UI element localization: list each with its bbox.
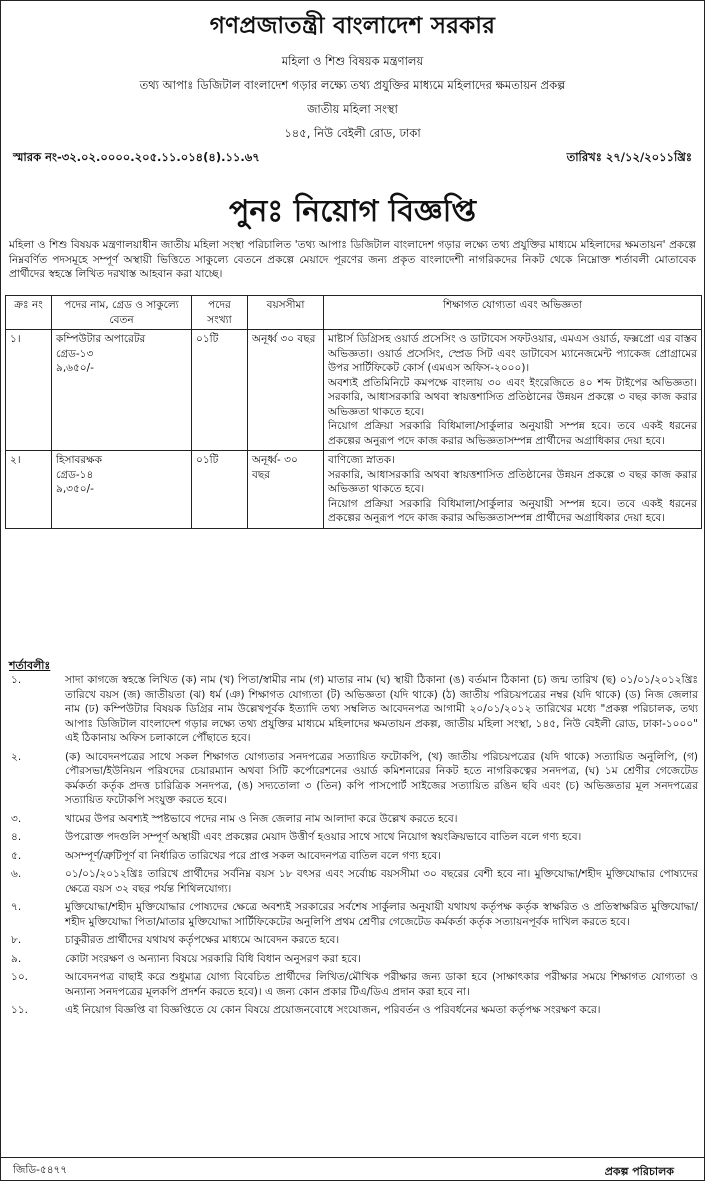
table-row [6,330,702,451]
condition-item [5,933,698,948]
row-serial: ১। [6,330,52,451]
qualification-line: বাণিজ্যে স্নাতক। [328,454,395,466]
row-qualification [324,330,702,451]
condition-text: এই নিয়োগ বিজ্ঞপ্তি বা বিজ্ঞপ্তিতে যে কোন বিষয়ে প্রয়োজনবোধে সংযোজন, পরিবর্তন ও পরিবর্ধনের ক্ষমতা কর্তৃপক্ষ সংরক্ষণ করে। [65,1004,601,1016]
condition-item [5,867,698,896]
notice-title: পুনঃ নিয়োগ বিজ্ঞপ্তি [229,194,476,229]
condition-item [5,830,698,845]
condition-number: ৫. [11,849,22,862]
condition-item [5,673,698,746]
government-heading: গণপ্রজাতন্ত্রী বাংলাদেশ সরকার [209,13,496,39]
condition-number: ৮. [11,934,22,946]
organization-name: জাতীয় মহিলা সংস্থা [307,102,398,116]
condition-item [5,812,698,827]
condition-item [5,750,698,808]
condition-text: কোটা সংরক্ষণ ও অন্যান্য বিষয়ে সরকারি বিধি বিধান অনুসরণ করা হবে। [65,952,361,965]
qualification-line: সরকারি, আধাসরকারি অথবা স্বায়ত্তশাসিত প্রতিষ্ঠানের উন্নয়ন প্রকল্পে ৩ বছর কাজ করার অভিজ্ঞতা থাকতে হবে। [328,468,697,495]
post-salary: ৯,৩৫০/- [56,483,94,495]
vacancy-table [5,295,702,529]
table-row [6,451,702,529]
condition-text: মুক্তিযোদ্ধা/শহীদ মুক্তিযোদ্ধার পোষ্যদের ক্ষেত্রে অবশ্যই সরকারের সর্বশেষ সার্কুলার অনুযায়ী যথাযথ কর্তৃপক্ষ কর্তৃক স্বাক্ষরিত ও প্রতিস্বাক্ষরিত মুক্তিযোদ্ধা/শহীদ মুক্তিযোদ্ধা পিতা/মাতার মুক্তিযোদ্ধা সার্টিফিকেটের অনুলিপি প্রথম শ্রেণীর গেজেটেড কর্মকর্তা কর্তৃক সত্যায়নপূর্বক দাখিল করতে হবে। [65,901,698,928]
condition-number: ৪. [11,831,22,843]
conditions-title: শর্তাবলীঃ [9,659,51,672]
gd-code: জিডি-৫৪৭৭ [13,1164,68,1176]
ministry-name: মহিলা ও শিশু বিষয়ক মন্ত্রণালয় [281,54,424,68]
condition-text: ০১/০১/২০১২খ্রিঃ তারিখে প্রার্থীদের সর্বনিম্ন বয়স ১৮ বৎসর এবং সর্বোচ্চ বয়সসীমা ৩০ বছরের বেশী হবে না। মুক্তিযোদ্ধা/শহীদ মুক্তিযোদ্ধার পোষ্যদের ক্ষেত্রে বয়স ৩২ বছর পর্যন্ত শিথিলযোগ্য। [65,868,698,895]
header-post: পদের নাম, গ্রেড ও সাকুল্যে বেতন [52,296,192,330]
condition-number: ৬. [11,868,22,880]
row-age: অনূর্ধ্ব ৩০ বছর [248,330,324,451]
conditions-list [5,673,698,1022]
header-qualification: শিক্ষাগত যোগ্যতা এবং অভিজ্ঞতা [324,296,702,330]
condition-text: উপরোক্ত পদগুলি সম্পূর্ণ অস্থায়ী এবং প্রকল্পের মেয়াদ উত্তীর্ণ হওয়ার সাথে সাথে নিয়োগ স্বয়ংক্রিয়ভাবে বাতিল বলে গণ্য হবে। [65,831,582,843]
organization-address: ১৪৫, নিউ বেইলী রোড, ঢাকা [284,126,421,140]
condition-item [5,849,698,864]
condition-item [5,970,698,999]
footer-divider [1,1157,704,1158]
signatory: প্রকল্প পরিচালক [604,1165,674,1178]
row-post [52,451,192,529]
row-qualification [324,451,702,529]
header-count: পদের সংখ্যা [192,296,248,330]
condition-number: ১১. [11,1004,28,1016]
post-grade: গ্রেড-১৪ [56,468,94,481]
condition-item [5,952,698,967]
row-serial: ২। [6,451,52,529]
header-age: বয়সসীমা [248,296,324,330]
qualification-line: অবশ্যই প্রতিমিনিটে কমপক্ষে বাংলায় ৩০ এবং ইংরেজিতে ৪০ শব্দ টাইপের অভিজ্ঞতা। সরকারি, আধাসরকারি অথবা স্বায়ত্তশাসিত প্রতিষ্ঠানের উন্নয়ন প্রকল্পে ৩ বছর কাজ করার অভিজ্ঞতা থাকতে হবে। [328,376,697,418]
notice-date: তারিখঃ ২৭/১২/২০১১খ্রিঃ [566,150,692,164]
row-count: ০১টি [192,451,248,529]
project-name: তথ্য আপাঃ ডিজিটাল বাংলাদেশ গড়ার লক্ষ্যে তথ্য প্রযুক্তির মাধ্যমে মহিলাদের ক্ষমতায়ন প্রকল্প [139,78,566,92]
row-age: অনূর্ধ্ব- ৩০ বছর [248,451,324,529]
condition-text: (ক) আবেদনপত্রের সাথে সকল শিক্ষাগত যোগ্যতার সনদপত্রের সত্যায়িত ফটোকপি, (খ) জাতীয় পরিচয়পত্রের (যদি থাকে) সত্যায়িত অনুলিপি, (গ) পৌরসভা/ইউনিয়ন পরিষদের চেয়ারম্যান অথবা সিটি কর্পোরেশনের ওয়ার্ড কমিশনারের নিকট হতে নাগরিকত্বের সনদপত্র, (ঘ) ১ম শ্রেণীর গেজেটেড কর্মকর্তা কর্তৃক প্রদত্ত চারিত্রিক সনদপত্র, (ঙ) সদ্যতোলা ৩ (তিন) কপি পাসপোর্ট সাইজের সত্যায়িত রঙিন ছবি এবং (চ) অভিজ্ঞতার মূল সনদপত্রের সত্যায়িত ফটোকপি সংযুক্ত করতে হবে। [65,750,698,806]
condition-number: ৯. [11,952,22,965]
condition-text: খামের উপর অবশ্যই স্পষ্টভাবে পদের নাম ও নিজ জেলার নাম আলাদা করে উল্লেখ করতে হবে। [65,812,458,825]
qualification-line: নিয়োগ প্রক্রিয়া সরকারি বিধিমালা/সার্কুলার অনুযায়ী সম্পন্ন হবে। তবে একই ধরনের প্রকল্পের অনুরূপ পদে কাজ করার অভিজ্ঞতাসম্পন্ন প্রার্থীদের অগ্রাধিকার দেয়া হবে। [328,497,697,524]
condition-text: অসম্পূর্ণ/ত্রুটিপূর্ণ বা নির্ধারিত তারিখের পরে প্রাপ্ত সকল আবেদনপত্র বাতিল বলে গণ্য হবে। [65,849,442,862]
condition-number: ৩. [11,812,22,825]
memo-number: স্মারক নং-৩২.০২.০০০০.২০৫.১১.০১৪(৪).১১.৬৭ [13,150,260,164]
post-grade: গ্রেড-১৩ [56,347,94,360]
post-salary: ৯,৬৫০/- [56,362,94,374]
condition-text: আবেদনপত্র বাছাই করে শুধুমাত্র যোগ্য বিবেচিত প্রার্থীদের লিখিত/মৌখিক পরীক্ষার জন্য ডাকা হবে (সাক্ষাৎকার পরীক্ষার সময়ে শিক্ষাগত যোগ্যতা ও অন্যান্য সনদপত্রের মূলকপি প্রদর্শন করতে হবে)। এ জন্য কোন প্রকার টিএ/ডিএ প্রদান করা হবে না। [65,971,698,998]
condition-item [5,900,698,929]
row-count: ০১টি [192,330,248,451]
row-post [52,330,192,451]
condition-text: সাদা কাগজে স্বহস্তে লিখিত (ক) নাম (খ) পিতা/স্বামীর নাম (গ) মাতার নাম (ঘ) স্থায়ী ঠিকানা (ঙ) বর্তমান ঠিকানা (চ) জন্ম তারিখ (ছ) ০১/০১/২০১২খ্রিঃ তারিখে বয়স (জ) জাতীয়তা (ঝ) ধর্ম (ঞ) শিক্ষাগত যোগ্যতা (ট) অভিজ্ঞতা (যদি থাকে) (ঠ) জাতীয় পরিচয়পত্রের নম্বর (যদি থাকে) (ড) নিজ জেলার নাম (ঢ) কম্পিউটার বিষয়ক ডিগ্রির নাম উল্লেখপূর্বক ইত্যাদি তথ্য সম্বলিত আবেদনপত্র আগামী ২০/০১/২০১২ তারিখের মধ্যে "প্রকল্প পরিচালক, তথ্য আপাঃ ডিজিটাল বাংলাদেশ গড়ার লক্ষ্যে তথ্য প্রযুক্তির মাধ্যমে মহিলাদের ক্ষমতায়ন প্রকল্প, জাতীয় মহিলা সংস্থা, ১৪৫, নিউ বেইলী রোড, ঢাকা-১০০০" এই ঠিকানায় অফিস চলাকালে পৌঁছাতে হবে। [65,674,698,744]
condition-number: ১০. [11,971,28,983]
qualification-line: মাষ্টার্স ডিগ্রিসহ ওয়ার্ড প্রসেসিং ও ডাটাবেস সফটওয়ার, এমএস ওয়ার্ড, ফক্সপ্রো এর বাস্তব অভিজ্ঞতা। ওয়ার্ড প্রসেসিং, স্প্রেড সিট এবং ডাটাবেস ম্যানেজমেন্ট প্যাকেজ প্রোগ্রামের উপর সার্টিফিকেট কোর্স (এমএস অফিস-২০০০)। [328,333,697,374]
condition-item [5,1003,698,1018]
post-name: কম্পিউটার অপারেটর [56,333,146,345]
condition-text: চাকুরীরত প্রার্থীদের যথাযথ কর্তৃপক্ষের মাধ্যমে আবেদন করতে হবে। [65,934,340,946]
table-header-row [6,296,702,330]
condition-number: ৭. [11,901,22,913]
post-name: হিসাবরক্ষক [56,454,102,466]
condition-number: ২. [11,750,22,763]
qualification-line: নিয়োগ প্রক্রিয়া সরকারি বিধিমালা/সার্কুলার অনুযায়ী সম্পন্ন হবে। তবে একই ধরনের প্রকল্পের অনুরূপ পদে কাজ করার অভিজ্ঞতাসম্পন্ন প্রার্থীদের অগ্রাধিকার দেয়া হবে। [328,420,697,447]
intro-paragraph: মহিলা ও শিশু বিষয়ক মন্ত্রণালয়াধীন জাতীয় মহিলা সংস্থা পরিচালিত 'তথ্য আপাঃ ডিজিটাল বাংলাদেশ গড়ার লক্ষ্যে তথ্য প্রযুক্তির মাধ্যমে মহিলাদের ক্ষমতায়ন' প্রকল্পে নিম্নবর্ণিত পদসমূহে সম্পূর্ণ অস্থায়ী ভিত্তিতে সাকুল্যে বেতনে প্রকল্পে মেয়াদে পূরণের জন্য প্রকৃত বাংলাদেশী নাগরিকদের নিকট থেকে নিম্নোক্ত শর্তাবলী মোতাবেক প্রার্থীদের স্বহস্তে লিখিত দরখাস্ত আহবান করা যাচ্ছে। [9,239,696,280]
condition-number: ১. [11,674,22,686]
header-serial: ক্রঃ নং [6,296,52,330]
